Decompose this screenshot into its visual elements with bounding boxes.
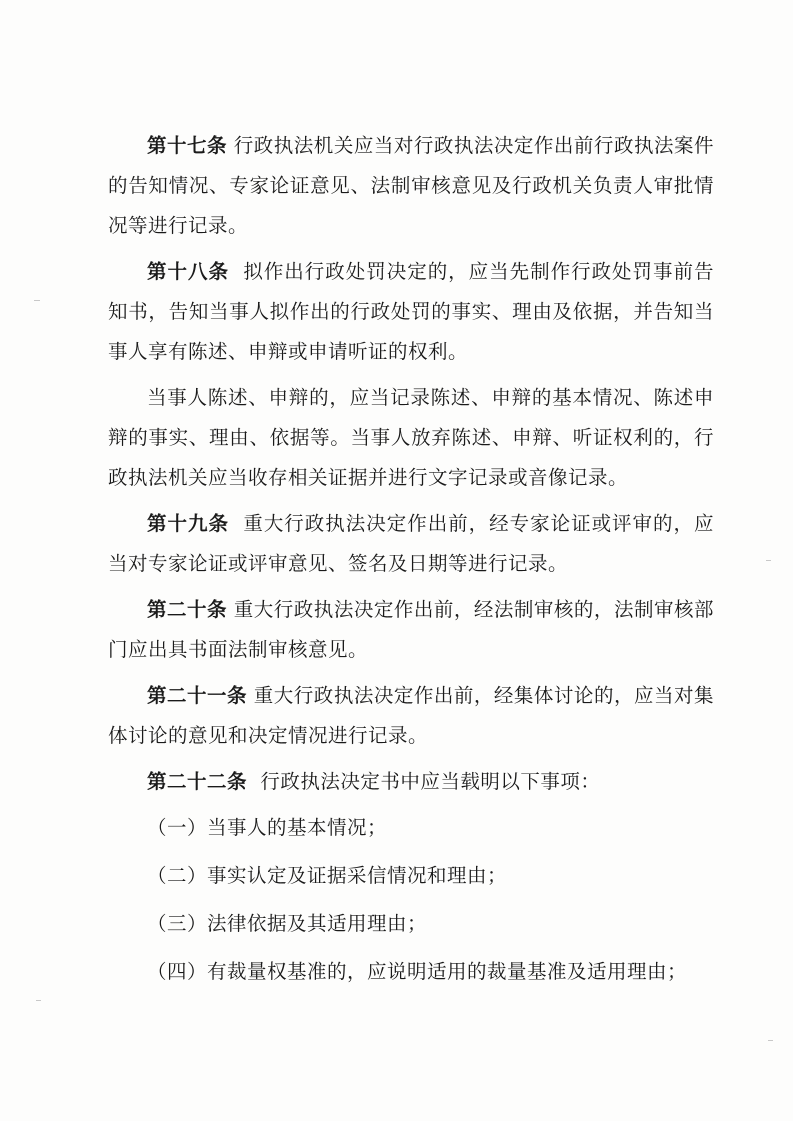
article-22	[108, 762, 714, 802]
article-20-title: 第二十条	[147, 598, 228, 621]
article-20	[108, 590, 714, 670]
document-body	[108, 126, 714, 1000]
list-item: （二）事实认定及证据采信情况和理由；	[147, 864, 508, 887]
article-21-title: 第二十一条	[147, 684, 248, 707]
scan-artifact-left-2	[36, 1000, 41, 1001]
article-18-paragraph-2	[108, 378, 714, 498]
article-18-paragraph-2-body: 当事人陈述、申辩的，应当记录陈述、申辩的基本情况、陈述申辩的事实、理由、依据等。当事人放弃陈述、申辩、听证权利的，行政执法机关应当收存相关证据并进行文字记录或音像记录。	[108, 386, 714, 489]
article-18-body: 拟作出行政处罚决定的，应当先制作行政处罚事前告知书，告知当事人拟作出的行政处罚的事实、理由及依据，并告知当事人享有陈述、申辩或申请听证的权利。	[108, 260, 714, 363]
article-20-body: 重大行政执法决定作出前，经法制审核的，法制审核部门应出具书面法制审核意见。	[108, 598, 714, 661]
scan-artifact-right-2	[768, 1040, 773, 1041]
list-item: （一）当事人的基本情况；	[147, 816, 388, 839]
article-21	[108, 676, 714, 756]
article-17-body: 行政执法机关应当对行政执法决定作出前行政执法案件的告知情况、专家论证意见、法制审核意见及行政机关负责人审批情况等进行记录。	[108, 134, 714, 237]
article-19	[108, 504, 714, 584]
scan-artifact-left-1	[34, 300, 40, 301]
article-21-body: 重大行政执法决定作出前，经集体讨论的，应当对集体讨论的意见和决定情况进行记录。	[108, 684, 714, 747]
article-22-body: 行政执法决定书中应当载明以下事项：	[260, 770, 601, 793]
scan-artifact-right-1	[766, 560, 771, 561]
article-22-title: 第二十二条	[147, 770, 248, 793]
article-19-body: 重大行政执法决定作出前，经专家论证或评审的，应当对专家论证或评审意见、签名及日期等进行记录。	[108, 512, 714, 575]
article-17	[108, 126, 714, 246]
article-17-title: 第十七条	[147, 134, 228, 157]
article-19-title: 第十九条	[147, 512, 229, 535]
list-item: （三）法律依据及其适用理由；	[147, 912, 428, 935]
list-item: （四）有裁量权基准的，应说明适用的裁量基准及适用理由；	[147, 960, 688, 983]
article-18	[108, 252, 714, 372]
article-18-title: 第十八条	[147, 260, 229, 283]
